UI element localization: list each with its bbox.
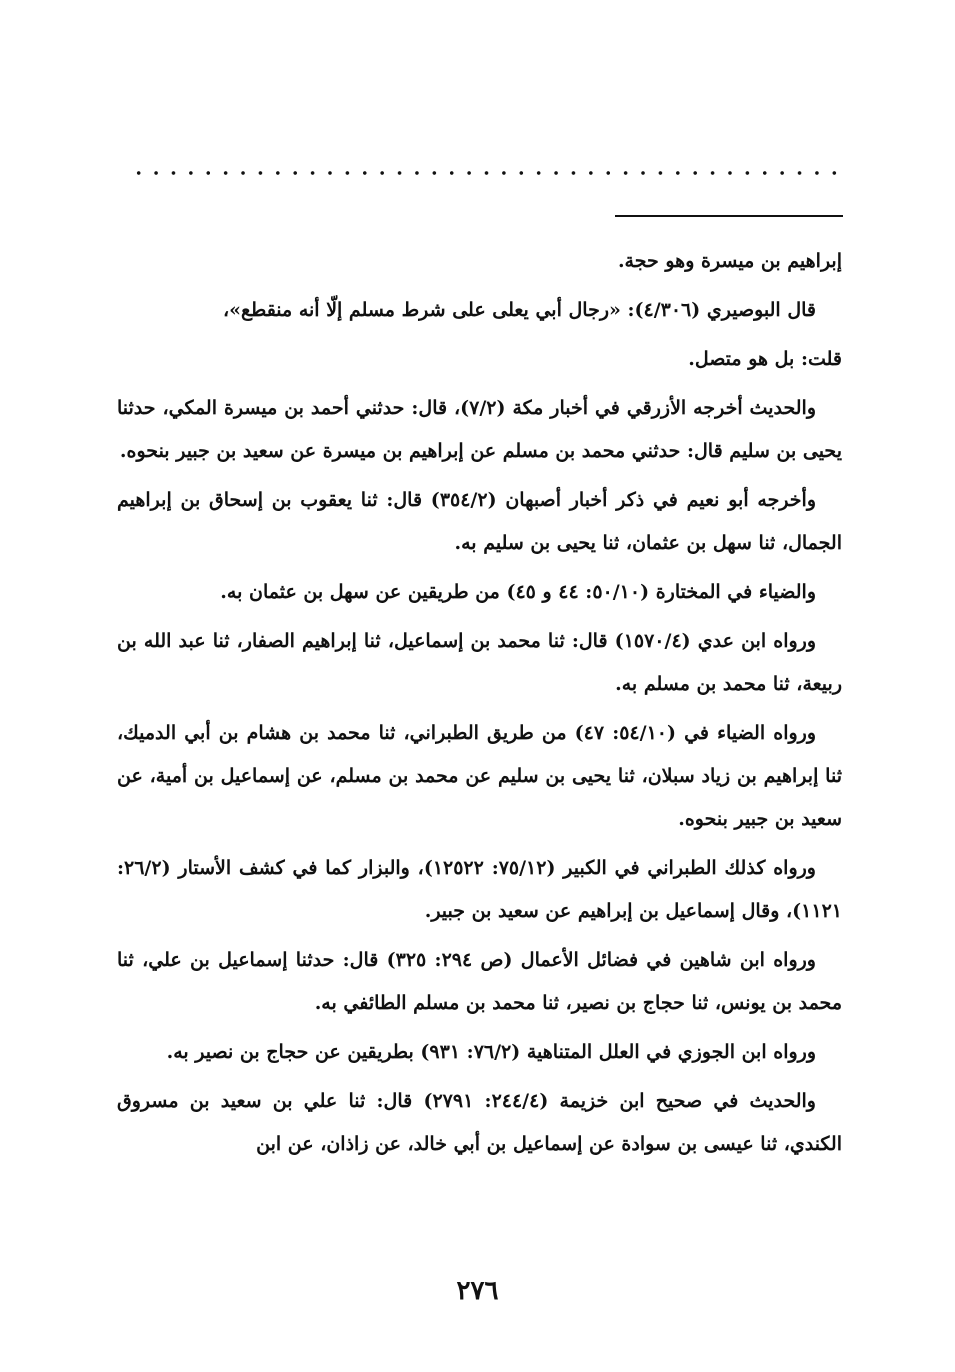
- paragraph: إبراهيم بن ميسرة وهو حجة.: [617, 250, 842, 272]
- paragraph: وأخرجه أبو نعيم في ذكر أخبار أصبهان (٣٥٤/٢) قال: ثنا يعقوب بن إسحاق بن إبراهيم الجمال، ثنا سهل بن عثمان، ثنا يحيى بن سليم به.: [117, 489, 842, 554]
- paragraph: ورواه الضياء في (٥٤/١٠: ٤٧) من طريق الطبراني، ثنا محمد بن هشام بن أبي الدميك، ثنا إبراهيم بن زياد سبلان، ثنا يحيى بن سليم عن محمد بن مسلم، عن إسماعيل بن أمية، عن سعيد بن جبير بنحوه.: [117, 722, 842, 830]
- paragraph: ورواه ابن الجوزي في العلل المتناهية (٧٦/٢: ٩٣١) بطريقين عن حجاج بن نصير به.: [166, 1041, 816, 1063]
- paragraph: ورواه ابن عدي (١٥٧٠/٤) قال: ثنا محمد بن إسماعيل، ثنا إبراهيم الصفار، ثنا عبد الله بن ربيعة، ثنا محمد بن مسلم به.: [117, 630, 842, 695]
- paragraph: والضياء في المختارة (٥٠/١٠: ٤٤ و ٤٥) من طريقين عن سهل بن عثمان به.: [220, 581, 816, 603]
- paragraph: والحديث أخرجه الأزرقي في أخبار مكة (٧/٢)، قال: حدثني أحمد بن ميسرة المكي، حدثنا يحيى بن سليم قال: حدثني محمد بن مسلم عن إبراهيم بن ميسرة عن سعيد بن جبير بنحوه.: [117, 397, 842, 462]
- paragraph: والحديث في صحيح ابن خزيمة (٢٤٤/٤: ٢٧٩١) قال: ثنا علي بن سعيد بن مسروق الكندي، ثنا عيسى بن سوادة عن إسماعيل بن أبي خالد، عن زاذان، عن ابن: [117, 1090, 842, 1155]
- footnote-rule: [615, 215, 843, 217]
- dotted-separator: [130, 170, 840, 176]
- footnote-text: [117, 240, 842, 1172]
- paragraph: قال البوصيري (٤/٣٠٦): «رجال أبي يعلى على شرط مسلم إلّا أنه منقطع»،: [222, 299, 816, 321]
- paragraph: ورواه كذلك الطبراني في الكبير (٧٥/١٢: ١٢٥٢٢)، والبزار كما في كشف الأستار (٢٦/٢: ١١٢١)، وقال إسماعيل بن إبراهيم عن سعيد بن جبير.: [117, 857, 842, 922]
- paragraph: ورواه ابن شاهين في فضائل الأعمال (ص ٢٩٤: ٣٢٥) قال: حدثنا إسماعيل بن علي، ثنا محمد بن يونس، ثنا حجاج بن نصير، ثنا محمد بن مسلم الطائفي به.: [117, 949, 842, 1014]
- page-number: ٢٧٦: [456, 1276, 499, 1306]
- paragraph: قلت: بل هو متصل.: [688, 348, 842, 370]
